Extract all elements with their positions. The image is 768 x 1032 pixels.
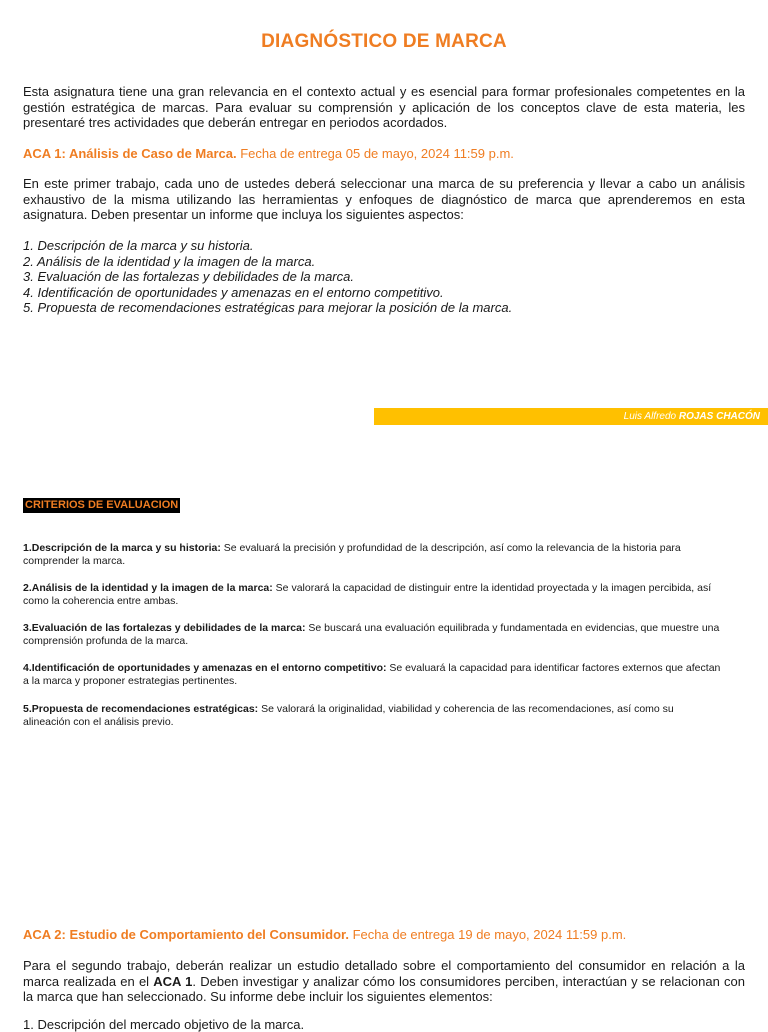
author-first-name: Luis Alfredo xyxy=(623,411,677,422)
criteria-item-title: 2.Análisis de la identidad y la imagen de la marca: xyxy=(23,582,273,594)
aca2-heading xyxy=(23,927,745,942)
criteria-item xyxy=(23,703,723,729)
aca2-desc-after: . Deben investigar y analizar cómo los consumidores perciben, interactúan y se relacionan con la marca que han seleccionado. Su informe debe incluir los siguientes elementos: xyxy=(23,973,745,1005)
aca2-desc-before: Para el segundo trabajo, deberán realizar un estudio detallado sobre el comportamiento del consumidor en relación a la marca realizada en el xyxy=(23,958,745,989)
criteria-item xyxy=(23,662,723,688)
author-bar xyxy=(374,408,768,425)
criteria-item-title: 3.Evaluación de las fortalezas y debilidades de la marca: xyxy=(23,622,306,634)
aca2-label: ACA 2: Estudio de Comportamiento del Consumidor. xyxy=(23,927,349,942)
criteria-item-text: Se evaluará la capacidad para identificar factores externos que afectan a la marca y proponer estrategias pertinentes. xyxy=(23,662,721,687)
criteria-heading: CRITERIOS DE EVALUACION xyxy=(25,499,179,511)
criteria-item-text: Se valorará la originalidad, viabilidad y coherencia de las recomendaciones, así como su alineación con el análisis previo. xyxy=(23,703,674,728)
aca1-description: En este primer trabajo, cada uno de ustedes deberá seleccionar una marca de su preferencia y llevar a cabo un análisis exhaustivo de la misma utilizando las herramientas y enfoques de diagnóstico de marca que aprenderemos en esta asignatura. Deben presentar un informe que incluya los siguientes aspectos: xyxy=(23,176,745,223)
list-item: 5. Propuesta de recomendaciones estratégicas para mejorar la posición de la marca. xyxy=(23,300,513,315)
criteria-item-title: 5.Propuesta de recomendaciones estratégicas: xyxy=(23,703,259,715)
criteria-item-text: Se buscará una evaluación equilibrada y fundamentada en evidencias, que muestre una comprensión profunda de la marca. xyxy=(23,622,720,647)
criteria-item-text: Se valorará la capacidad de distinguir entre la identidad proyectada y la imagen percibida, así como la coherencia entre ambas. xyxy=(23,582,712,607)
criteria-item xyxy=(23,542,723,568)
aca2-deadline: Fecha de entrega 19 de mayo, 2024 11:59 p.m. xyxy=(352,927,627,942)
aca1-label: ACA 1: Análisis de Caso de Marca. xyxy=(23,146,237,161)
aca1-deadline: Fecha de entrega 05 de mayo, 2024 11:59 p.m. xyxy=(240,146,514,161)
intro-paragraph: Esta asignatura tiene una gran relevancia en el contexto actual y es esencial para formar profesionales competentes en la gestión estratégica de marcas. Para evaluar su comprensión y aplicación de los conceptos clave de esta materia, les presentaré tres actividades que deberán entregar en periodos acordados. xyxy=(23,84,745,131)
aca1-heading xyxy=(23,146,745,161)
aca2-item-cut: 1. Descripción del mercado objetivo de la marca. xyxy=(23,1017,305,1032)
criteria-item-title: 4.Identificación de oportunidades y amenazas en el entorno competitivo: xyxy=(23,662,387,674)
aca1-item-list xyxy=(23,238,745,316)
criteria-item xyxy=(23,582,723,608)
list-item: 2. Análisis de la identidad y la imagen de la marca. xyxy=(23,253,316,269)
list-item: 1. Descripción de la marca y su historia. xyxy=(23,238,254,253)
page-title: DIAGNÓSTICO DE MARCA xyxy=(261,31,507,52)
criteria-item-title: 1.Descripción de la marca y su historia: xyxy=(23,542,221,554)
aca2-description xyxy=(23,958,745,1005)
aca2-desc-ref: ACA 1 xyxy=(153,973,193,989)
list-item: 4. Identificación de oportunidades y amenazas en el entorno competitivo. xyxy=(23,284,444,300)
criteria-item-text: Se evaluará la precisión y profundidad de la descripción, así como la relevancia de la historia para comprender la marca. xyxy=(23,542,681,567)
list-item: 3. Evaluación de las fortalezas y debilidades de la marca. xyxy=(23,269,354,284)
criteria-item xyxy=(23,622,723,648)
author-last-name: ROJAS CHACÓN xyxy=(678,411,760,422)
